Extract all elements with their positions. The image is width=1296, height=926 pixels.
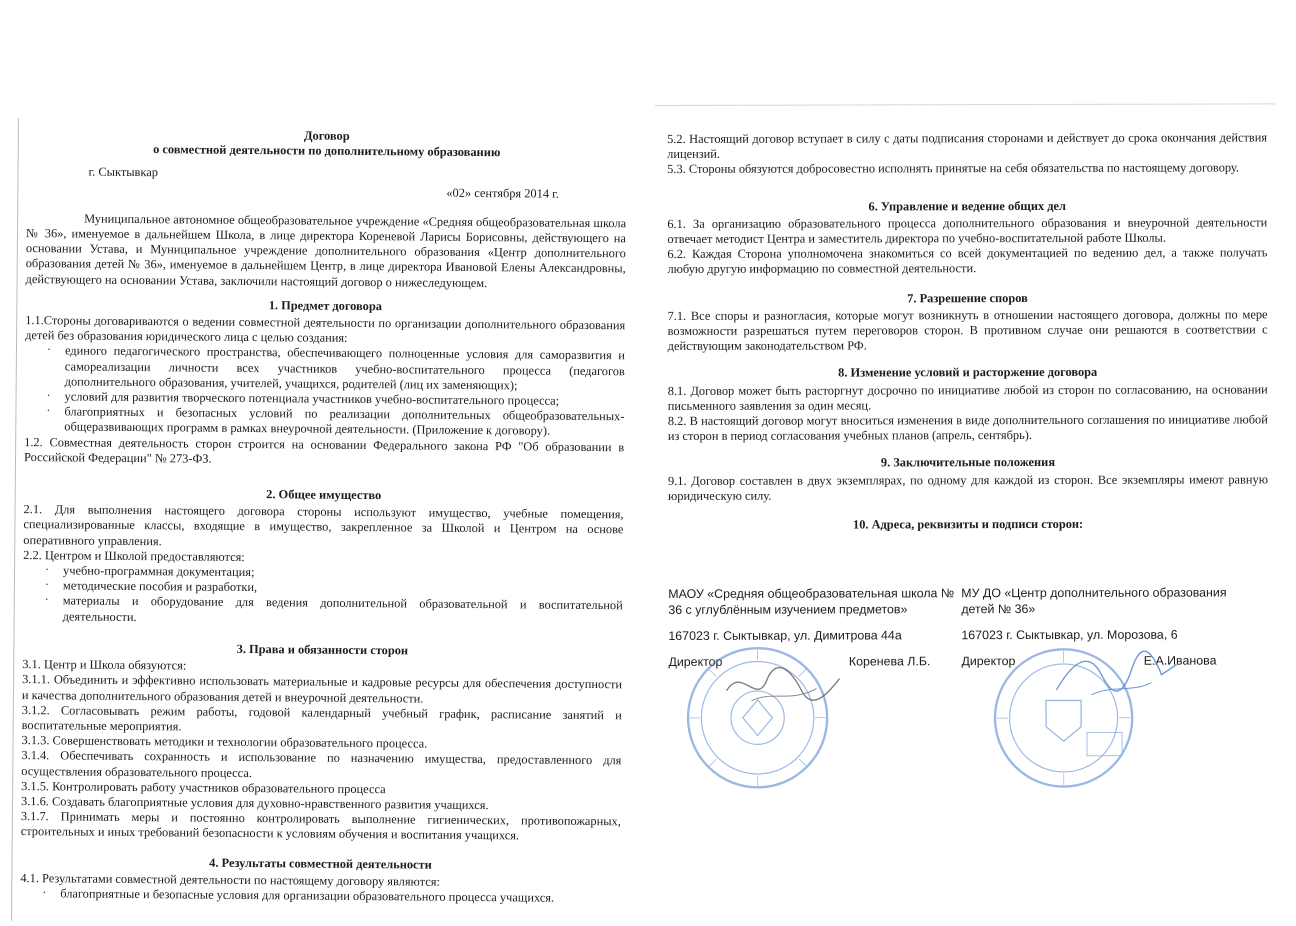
document-city: г. Сыктывкар — [88, 165, 158, 181]
list-item: · учебно-программная документация; — [23, 563, 623, 583]
document-date: «02» сентября 2014 г. — [446, 185, 559, 201]
school-director-signature — [721, 661, 841, 711]
clause-2-2-list — [23, 563, 624, 629]
contract-page-2 — [655, 103, 1277, 906]
party-center-signer: Е.А.Иванова — [1144, 653, 1217, 669]
clause-3-1-4: 3.1.4. Обеспечивать сохранность и использование по назначению имущества, предоставленного для осуществления образовательного процесса. — [21, 748, 621, 784]
section-2-heading: 2. Общее имущество — [24, 485, 624, 505]
clause-1-1: 1.1.Стороны договариваются о ведении совместной деятельности по организации дополнительного образования детей без образования юридического лица с целью создания: — [25, 313, 625, 349]
clause-8-1: 8.1. Договор может быть расторгнут досрочно по инициативе любой из сторон по согласованию, на основании письменного заявления за один месяц. — [668, 382, 1268, 414]
list-item: · материалы и оборудование для ведения дополнительной образовательной и воспитательной деятельности. — [23, 594, 623, 630]
clause-6-2: 6.2. Каждая Сторона уполномочена знакомиться со всей документацией по ведению дел, а также получать любую другую информацию по совместной деятельности. — [667, 246, 1267, 278]
party-school-address: 167023 г. Сыктывкар, ул. Димитрова 44а — [668, 627, 958, 644]
clause-5-2: 5.2. Настоящий договор вступает в силу с даты подписания сторонами и действует до срока окончания действия лицензий. — [667, 130, 1267, 162]
clause-4-1: 4.1. Результатами совместной деятельности по настоящему договору являются: — [20, 871, 620, 891]
list-item: · благоприятных и безопасных условий по реализации дополнительных общеобразовательных-общеразвивающих программ в рамках внеурочной деятельности. (Приложение к договору). — [24, 404, 624, 440]
clause-3-1-5: 3.1.5. Контролировать работу участников образовательного процесса — [21, 779, 621, 799]
clause-2-1: 2.1. Для выполнения настоящего договора стороны используют имущество, учебные помещения, специализированные классы, входящие в имущество, закрепленное за Школой и Центром на основе оперативного управления. — [23, 502, 623, 553]
section-4-heading: 4. Результаты совместной деятельности — [20, 854, 620, 874]
section-10-heading: 10. Адреса, реквизиты и подписи сторон: — [668, 516, 1268, 533]
section-3-heading: 3. Права и обязанности сторон — [22, 640, 622, 660]
party-school-signer: Коренева Л.Б. — [849, 653, 931, 669]
clause-3-1-7: 3.1.7. Принимать меры и постоянно контролировать выполнение гигиенических, противопожарных, строительных и иных требований безопасности к условиям обучения и воспитания учащихся. — [21, 809, 621, 845]
clause-6-1: 6.1. За организацию образовательного процесса дополнительного образования и внеурочной деятельности отвечает методист Центра и заместитель директора по учебно-воспитательной работе Школы. — [667, 215, 1267, 247]
section-1-heading: 1. Предмет договора — [25, 296, 625, 316]
list-item: · благоприятные и безопасные условия для организации образовательного процесса учащихся. — [20, 886, 620, 906]
clause-9-1: 9.1. Договор составлен в двух экземплярах, по одному для каждой из сторон. Все экземпляры имеют равную юридическую силу. — [668, 472, 1268, 504]
clause-7-1: 7.1. Все споры и разногласия, которые могут возникнуть в отношении настоящего договора, должны по мере возможности разрешаться путем переговоров сторон. В противном случае они решаются в соответствии с действующим законодательством РФ. — [668, 307, 1268, 354]
clause-2-2: 2.2. Центром и Школой предоставляются: — [23, 548, 623, 568]
contract-page-1 — [11, 118, 637, 926]
party-center-role: Директор — [961, 653, 1015, 669]
clause-3-1-1: 3.1.1. Объединить и эффективно использовать материальные и кадровые ресурсы для обеспечения доступности и качества дополнительного образования детей и внеурочной деятельности. — [22, 672, 622, 708]
section-7-heading: 7. Разрешение споров — [667, 290, 1267, 307]
intro-paragraph: Муниципальное автономное общеобразовательное учреждение «Средняя общеобразовательная школа № 36», именуемое в дальнейшем Школа, в лице директора Кореневой Ларисы Борисовны, действующего на основании Устава, и Муниципальное учреждение дополнительного образования «Центр дополнительного образования детей № 36», именуемое в дальнейшем Центр, в лице директора Ивановой Елены Александровны, действующего на основании Устава, заключили настоящий договор о нижеследующем. — [26, 211, 627, 292]
clause-5-3: 5.3. Стороны обязуются добросовестно исполнять принятые на себя обязательства по настоящему договору. — [667, 161, 1267, 178]
clause-1-2: 1.2. Совместная деятельность сторон строится на основании Федерального закона РФ "Об образовании в Российской Федерации" № 273-ФЗ. — [24, 435, 624, 471]
clause-3-1-6: 3.1.6. Создавать благоприятные условия для духовно-нравственного развития учащихся. — [21, 794, 621, 814]
clause-3-1-3: 3.1.3. Совершенствовать методики и технологии образовательного процесса. — [21, 733, 621, 753]
section-6-heading: 6. Управление и ведение общих дел — [667, 198, 1267, 215]
clause-1-1-list — [24, 344, 625, 440]
clause-3-1-2: 3.1.2. Согласовывать режим работы, годовой календарный учебный график, расписание занятий и воспитательные мероприятия. — [22, 703, 622, 739]
list-item: · единого педагогического пространства, обеспечивающего полноценные условия для саморазвития и самореализации личности всех участников учебно-воспитательного процесса (педагогов дополнительного образования, учителей, учащихся, родителей (лиц их заменяющих); — [25, 344, 625, 395]
document-title: Договор — [27, 126, 627, 146]
clause-8-2: 8.2. В настоящий договор могут вноситься изменения в виде дополнительного соглашения по инициативе любой из сторон в период согласования учебных планов (апрель, сентябрь). — [668, 412, 1268, 444]
document-subtitle: о совместной деятельности по дополнительному образованию — [27, 141, 627, 161]
section-9-heading: 9. Заключительные положения — [668, 455, 1268, 472]
party-school-role: Директор — [668, 654, 722, 670]
party-school-name: МАОУ «Средняя общеобразовательная школа № 36 с углублённым изучением предметов» — [668, 585, 958, 618]
center-director-signature — [1051, 645, 1181, 705]
section-8-heading: 8. Изменение условий и расторжение договора — [668, 365, 1268, 382]
party-center-name: МУ ДО «Центр дополнительного образования детей № 36» — [961, 584, 1251, 617]
clause-3-1: 3.1. Центр и Школа обязуются: — [22, 657, 622, 677]
list-item: · условий для развития творческого потенциала участников учебно-воспитательного процесса; — [25, 389, 625, 409]
party-center-address: 167023 г. Сыктывкар, ул. Морозова, 6 — [961, 626, 1251, 643]
list-item: · методические пособия и разработки, — [23, 578, 623, 598]
